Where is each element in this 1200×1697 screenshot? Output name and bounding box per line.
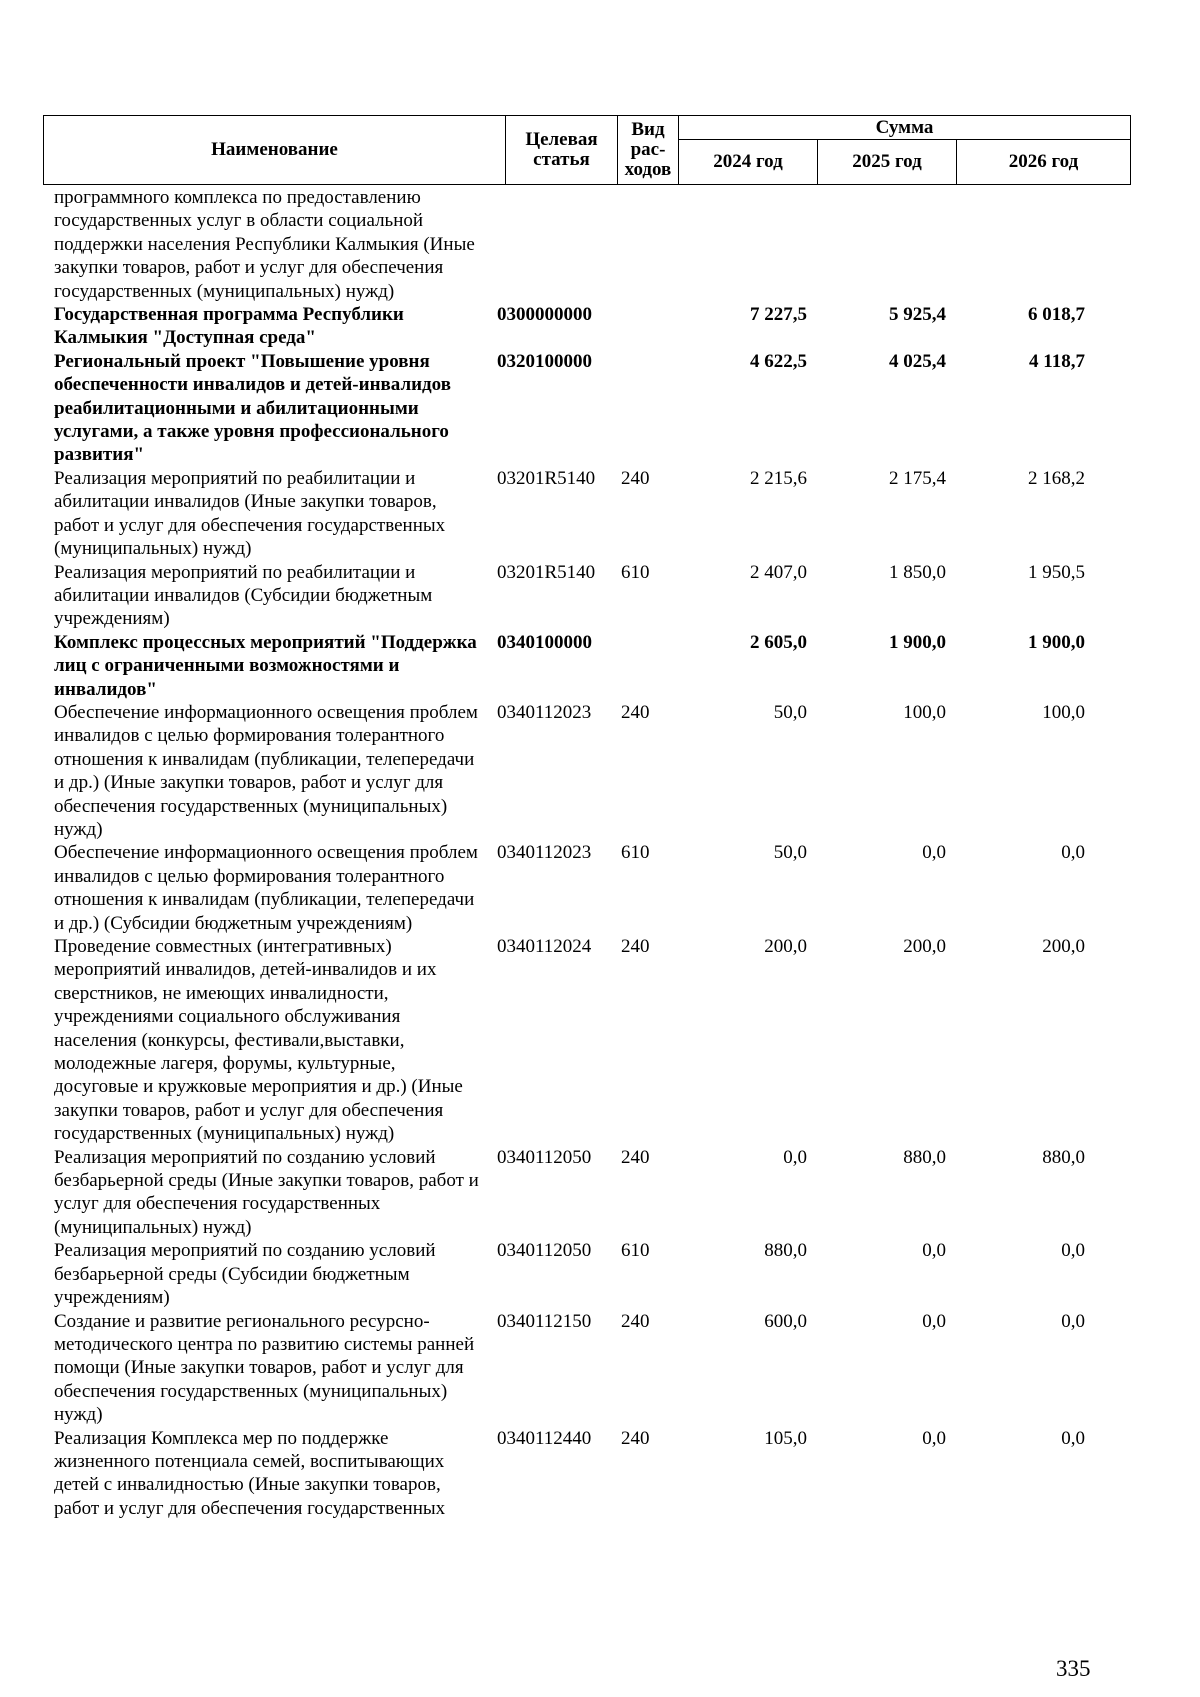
row-sum-2024: 2 215,6 — [750, 467, 807, 489]
row-code: 0340112024 — [497, 936, 592, 957]
row-sum-2025: 0,0 — [922, 1240, 946, 1262]
row-sum-2025: 4 025,4 — [889, 350, 946, 372]
row-sum-2026: 100,0 — [1042, 701, 1085, 723]
row-sum-2024: 105,0 — [764, 1427, 807, 1449]
row-name: Обеспечение информационного освещения проблем инвалидов с целью формирования толерантного отношения к инвалидам (публикации, телепередачи и др.) (Субсидии бюджетным учреждениям) — [54, 842, 478, 934]
row-sum-2026: 1 900,0 — [1028, 631, 1085, 653]
table-row — [43, 1146, 1130, 1240]
row-code: 0320100000 — [497, 350, 592, 372]
row-name: Проведение совместных (интегративных) мероприятий инвалидов, детей-инвалидов и их сверстников, не имеющих инвалидности, учреждениями социального обслуживания населения (конкурсы, фестивали,выставки, молодежные лагеря, форумы, культурные, досуговые и кружковые мероприятия и др.) (Иные закупки товаров, работ и услуг для обеспечения государственных (муниципальных) нужд) — [54, 936, 463, 1145]
row-sum-2026: 6 018,7 — [1028, 304, 1085, 326]
table-body — [43, 186, 1130, 1520]
row-sum-2025: 5 925,4 — [889, 304, 946, 326]
row-code: 0340112050 — [497, 1146, 592, 1168]
header-kind — [618, 116, 679, 185]
row-name: Обеспечение информационного освещения проблем инвалидов с целью формирования толерантного отношения к инвалидам (публикации, телепередачи и др.) (Иные закупки товаров, работ и услуг для обеспечения государственных (муниципальных) нужд) — [54, 701, 478, 840]
row-sum-2024: 50,0 — [773, 842, 807, 864]
table-row — [43, 841, 1130, 935]
header-name: Наименование — [44, 116, 506, 185]
header-kind-line: Вид — [631, 119, 665, 140]
row-name: Реализация мероприятий по реабилитации и абилитации инвалидов (Субсидии бюджетным учреждениям) — [54, 561, 433, 630]
row-name: Реализация мероприятий по созданию условий безбарьерной среды (Иные закупки товаров, работ и услуг для обеспечения государственных (муниципальных) нужд) — [54, 1146, 479, 1238]
table-row — [43, 561, 1130, 631]
row-code: 0340100000 — [497, 631, 592, 653]
row-sum-2024: 880,0 — [764, 1240, 807, 1262]
row-code: 0340112050 — [497, 1240, 592, 1262]
row-sum-2026: 2 168,2 — [1028, 467, 1085, 489]
table-row — [43, 701, 1130, 841]
table-row — [43, 1427, 1130, 1521]
header-year-2025: 2025 год — [818, 140, 957, 185]
row-kind: 610 — [621, 842, 650, 864]
row-name: Региональный проект "Повышение уровня обеспеченности инвалидов и детей-инвалидов реабилитационными и абилитационными услугами, а также уровня профессионального развития" — [54, 350, 451, 466]
row-name: Реализация мероприятий по созданию условий безбарьерной среды (Субсидии бюджетным учреждениям) — [54, 1240, 436, 1309]
row-sum-2024: 0,0 — [783, 1146, 807, 1168]
row-sum-2025: 0,0 — [922, 842, 946, 864]
row-sum-2026: 0,0 — [1061, 1310, 1085, 1332]
row-code: 0340112440 — [497, 1427, 592, 1449]
row-sum-2026: 0,0 — [1061, 842, 1085, 864]
header-code: Целевая статья — [506, 116, 618, 185]
table-row — [43, 186, 1130, 303]
row-sum-2024: 7 227,5 — [750, 304, 807, 326]
row-kind: 240 — [621, 701, 650, 723]
header-sum: Сумма — [679, 116, 1131, 140]
row-kind: 240 — [621, 1146, 650, 1168]
row-sum-2025: 0,0 — [922, 1427, 946, 1449]
table-row — [43, 935, 1130, 1146]
table-row — [43, 350, 1130, 467]
row-sum-2024: 2 407,0 — [750, 561, 807, 583]
row-kind: 240 — [621, 1427, 650, 1449]
row-code: 0300000000 — [497, 304, 592, 326]
row-sum-2025: 1 850,0 — [889, 561, 946, 583]
row-sum-2024: 4 622,5 — [750, 350, 807, 372]
row-sum-2025: 200,0 — [903, 936, 946, 957]
row-sum-2024: 200,0 — [764, 936, 807, 957]
row-code: 0340112023 — [497, 842, 592, 864]
row-sum-2024: 600,0 — [764, 1310, 807, 1332]
row-code: 03201R5140 — [497, 467, 596, 489]
row-sum-2025: 0,0 — [922, 1310, 946, 1332]
row-code: 0340112150 — [497, 1310, 592, 1332]
row-sum-2026: 4 118,7 — [1029, 350, 1085, 372]
table-row — [43, 1239, 1130, 1309]
row-sum-2024: 2 605,0 — [750, 631, 807, 653]
row-name: Создание и развитие регионального ресурсно-методического центра по развитию системы ранней помощи (Иные закупки товаров, работ и услуг для обеспечения государственных (муниципальных) нужд) — [54, 1310, 475, 1426]
table-row — [43, 1310, 1130, 1427]
header-kind-line: рас- — [630, 139, 666, 160]
table-row — [43, 631, 1130, 701]
row-kind: 610 — [621, 561, 650, 583]
row-sum-2026: 0,0 — [1061, 1427, 1085, 1449]
row-sum-2026: 0,0 — [1061, 1240, 1085, 1262]
row-name: программного комплекса по предоставлению государственных услуг в области социальной поддержки населения Республики Калмыкия (Иные закупки товаров, работ и услуг для обеспечения государственных (муниципальных) нужд) — [54, 187, 475, 302]
header-year-2024: 2024 год — [679, 140, 818, 185]
table-row — [43, 467, 1130, 561]
row-sum-2025: 2 175,4 — [889, 467, 946, 489]
row-kind: 240 — [621, 936, 650, 957]
row-kind: 240 — [621, 467, 650, 489]
table-header — [43, 115, 1131, 185]
row-sum-2025: 1 900,0 — [889, 631, 946, 653]
page-number: 335 — [1056, 1656, 1091, 1681]
row-sum-2026: 1 950,5 — [1028, 561, 1085, 583]
row-name: Комплекс процессных мероприятий "Поддержка лиц с ограниченными возможностями и инвалидов" — [54, 631, 477, 700]
row-kind: 610 — [621, 1240, 650, 1262]
row-name: Реализация Комплекса мер по поддержке жизненного потенциала семей, воспитывающих детей с инвалидностью (Иные закупки товаров, работ и услуг для обеспечения государственных — [54, 1427, 446, 1519]
header-year-2026: 2026 год — [957, 140, 1131, 185]
header-kind-line: ходов — [624, 159, 672, 180]
row-sum-2025: 880,0 — [903, 1146, 946, 1168]
row-sum-2025: 100,0 — [903, 701, 946, 723]
row-code: 03201R5140 — [497, 561, 596, 583]
row-kind: 240 — [621, 1310, 650, 1332]
row-sum-2024: 50,0 — [773, 701, 807, 723]
row-sum-2026: 200,0 — [1042, 936, 1085, 957]
row-sum-2026: 880,0 — [1042, 1146, 1085, 1168]
table-row — [43, 303, 1130, 350]
row-code: 0340112023 — [497, 701, 592, 723]
row-name: Реализация мероприятий по реабилитации и абилитации инвалидов (Иные закупки товаров, работ и услуг для обеспечения государственных (муниципальных) нужд) — [54, 467, 446, 560]
row-name: Государственная программа Республики Калмыкия "Доступная среда" — [54, 304, 404, 349]
